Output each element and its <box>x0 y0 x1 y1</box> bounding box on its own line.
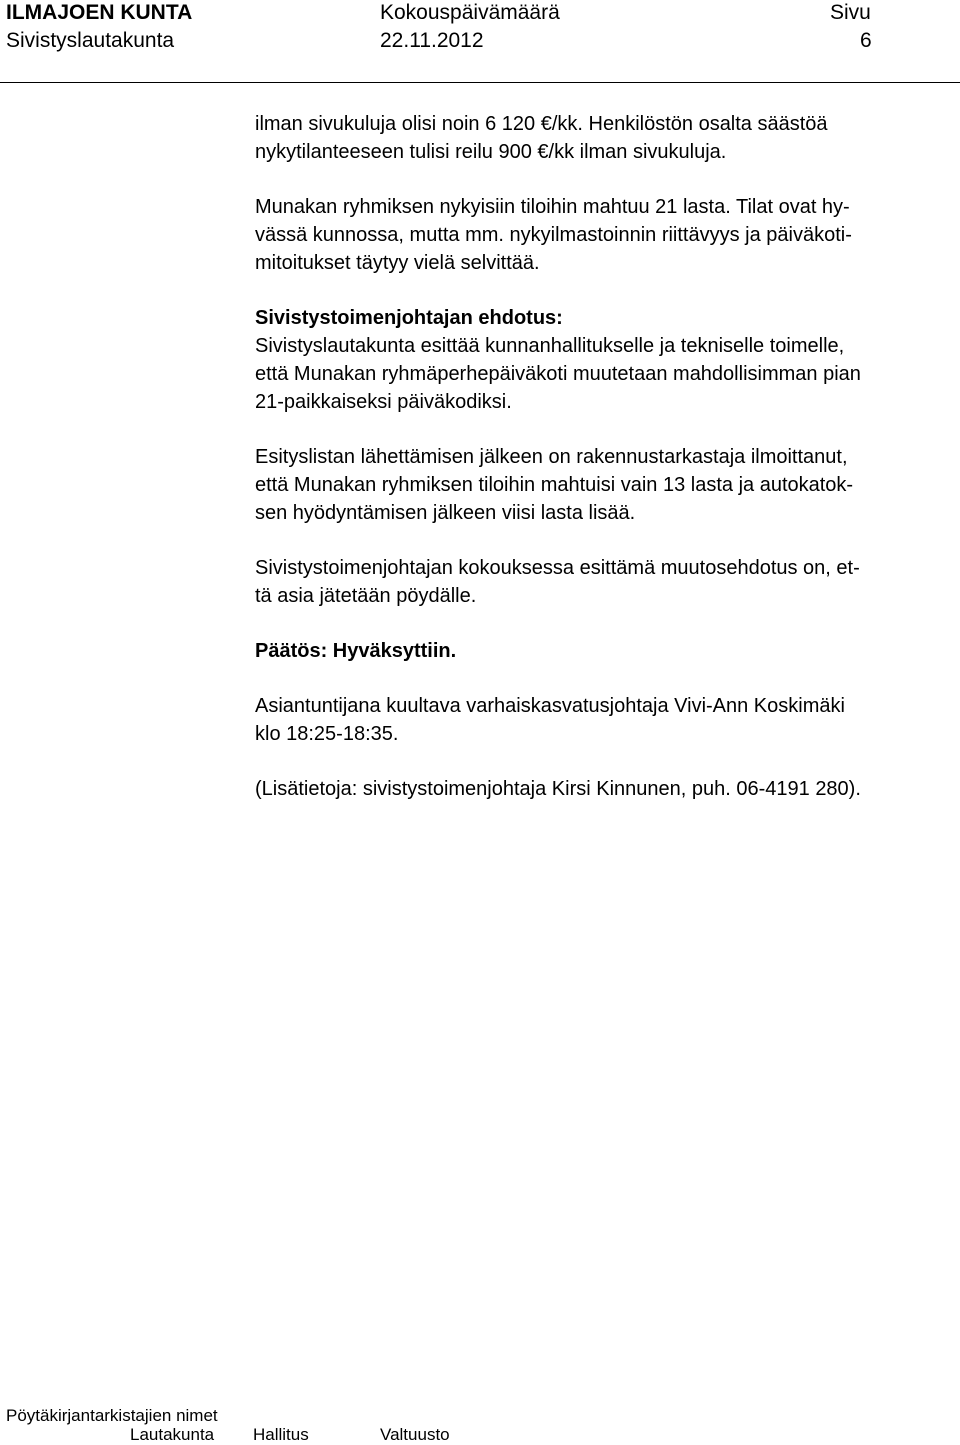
footer-col-board: Lautakunta <box>130 1425 215 1444</box>
meeting-date-value: 22.11.2012 <box>380 29 484 52</box>
proposal-heading: Sivistystoimenjohtajan ehdotus: <box>255 307 563 329</box>
text-line: että Munakan ryhmiksen tiloihin mahtuisi vain 13 lasta ja autokatok- <box>255 474 854 496</box>
text-line: sen hyödyntämisen jälkeen viisi lasta lisää. <box>255 502 636 524</box>
text-line: että Munakan ryhmäperhepäiväkoti muutetaan mahdollisimman pian <box>255 363 861 385</box>
text-line: Munakan ryhmiksen nykyisiin tiloihin mahtuu 21 lasta. Tilat ovat hy- <box>255 196 850 218</box>
footer-col-government: Hallitus <box>253 1425 309 1444</box>
text-line: klo 18:25-18:35. <box>255 723 399 745</box>
text-line: nykytilanteeseen tulisi reilu 900 €/kk ilman sivukuluja. <box>255 141 727 163</box>
paragraph-inspector-notice <box>255 443 955 527</box>
paragraph-cost-savings <box>255 110 955 166</box>
inspectors-label: Pöytäkirjantarkistajien nimet <box>6 1406 218 1425</box>
decision-text: Päätös: Hyväksyttiin. <box>255 640 457 662</box>
committee-name: Sivistyslautakunta <box>6 29 175 52</box>
text-line: tä asia jätetään pöydälle. <box>255 585 477 607</box>
text-line: Sivistyslautakunta esittää kunnanhallitukselle ja tekniselle toimelle, <box>255 335 845 357</box>
text-line: vässä kunnossa, mutta mm. nykyilmastoinnin riittävyys ja päiväkoti- <box>255 224 852 246</box>
meeting-date-label: Kokouspäivämäärä <box>380 1 560 24</box>
footer-col-council: Valtuusto <box>380 1425 450 1444</box>
text-line: (Lisätietoja: sivistystoimenjohtaja Kirsi Kinnunen, puh. 06-4191 280). <box>255 778 861 800</box>
paragraph-contact-info <box>255 775 955 803</box>
text-line: mitoitukset täytyy vielä selvittää. <box>255 252 540 274</box>
text-line: Sivistystoimenjohtajan kokouksessa esittämä muutosehdotus on, et- <box>255 557 860 579</box>
paragraph-premises <box>255 193 955 277</box>
text-line: ilman sivukuluja olisi noin 6 120 €/kk. Henkilöstön osalta säästöä <box>255 113 828 135</box>
municipality-name: ILMAJOEN KUNTA <box>6 1 193 24</box>
page-number: 6 <box>860 29 872 52</box>
paragraph-decision <box>255 637 955 665</box>
text-line: 21-paikkaiseksi päiväkodiksi. <box>255 391 512 413</box>
text-line: Esityslistan lähettämisen jälkeen on rakennustarkastaja ilmoittanut, <box>255 446 848 468</box>
paragraph-proposal <box>255 304 955 416</box>
page-label: Sivu <box>830 1 871 24</box>
document-body <box>255 110 955 803</box>
header-divider <box>0 82 960 83</box>
paragraph-amendment <box>255 554 955 610</box>
paragraph-expert <box>255 692 955 748</box>
text-line: Asiantuntijana kuultava varhaiskasvatusjohtaja Vivi-Ann Koskimäki <box>255 695 845 717</box>
